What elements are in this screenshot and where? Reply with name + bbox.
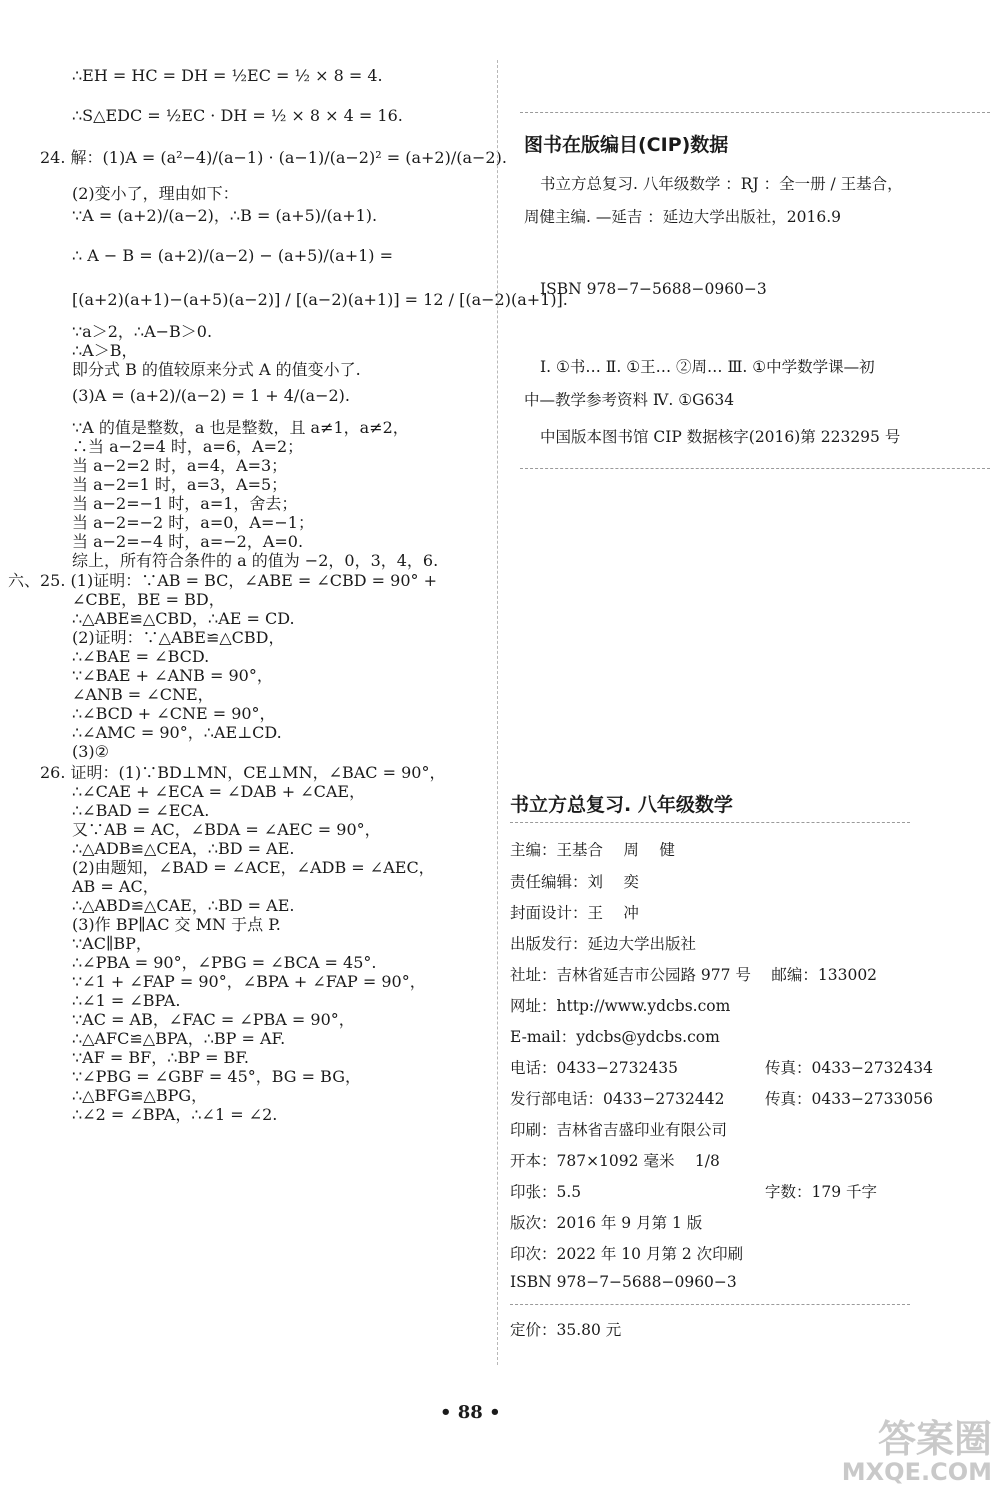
colophon-distribution-fax: 传真：0433−2733056 — [765, 1090, 933, 1108]
colophon-cover-design: 封面设计：王 冲 — [510, 904, 639, 922]
solution-line: ∠CBE，BE = BD， — [72, 590, 225, 609]
solution-line: ∴△ABD≌△CAE，∴BD = AE. — [72, 896, 295, 915]
colophon-publisher: 出版发行：延边大学出版社 — [510, 935, 697, 953]
solution-line: ∴△ADB≌△CEA，∴BD = AE. — [72, 839, 295, 858]
colophon-sheets: 印张：5.5 — [510, 1183, 582, 1201]
colophon-printing: 印次：2022 年 10 月第 2 次印刷 — [510, 1245, 744, 1263]
colophon-editors: 主编：王基合 周 健 — [510, 841, 675, 859]
colophon-isbn: ISBN 978−7−5688−0960−3 — [510, 1273, 737, 1291]
solution-line: 即分式 B 的值较原来分式 A 的值变小了. — [72, 360, 361, 379]
solution-line: 当 a−2=2 时，a=4，A=3； — [72, 456, 288, 475]
solution-line: ∵AF = BF，∴BP = BF. — [72, 1048, 250, 1067]
solution-line: ∴△AFC≌△BPA，∴BP = AF. — [72, 1029, 286, 1048]
solution-line: ∴∠BCD + ∠CNE = 90°， — [72, 704, 276, 723]
watermark-logo: 答案圈 — [877, 1417, 992, 1461]
solution-line: ∴∠CAE + ∠ECA = ∠DAB + ∠CAE， — [72, 782, 366, 801]
colophon-format: 开本：787×1092 毫米 1/8 — [510, 1152, 720, 1170]
cip-classification-1: Ⅰ. ①书… Ⅱ. ①王… ②周… Ⅲ. ①中学数学课—初 — [540, 358, 875, 376]
colophon-edition: 版次：2016 年 9 月第 1 版 — [510, 1214, 703, 1232]
solution-line: ∵∠PBG = ∠GBF = 45°，BG = BG， — [72, 1067, 362, 1086]
colophon-price-rule — [510, 1304, 910, 1305]
colophon-responsible-editor: 责任编辑：刘 奕 — [510, 873, 639, 891]
cip-top-rule — [520, 112, 990, 113]
cip-line-2: 周健主编. —延吉 ：延边大学出版社，2016.9 — [524, 208, 842, 226]
solution-line: 又∵AB = AC，∠BDA = ∠AEC = 90°， — [72, 820, 381, 839]
colophon-price: 定价：35.80 元 — [510, 1321, 622, 1339]
problem-26-line: 26. 证明：(1)∵BD⊥MN，CE⊥MN，∠BAC = 90°， — [40, 763, 446, 782]
problem-25-line: 六、25. (1)证明：∵AB = BC，∠ABE = ∠CBD = 90° + — [8, 571, 438, 590]
solution-line: 当 a−2=−1 时，a=1，舍去； — [72, 494, 298, 513]
solution-line: ∵a＞2，∴A−B＞0. — [72, 322, 213, 341]
solution-line: 综上，所有符合条件的 a 的值为 −2，0，3，4，6. — [72, 551, 439, 570]
solution-line: ∴△BFG≌△BPG， — [72, 1086, 208, 1105]
cip-classification-2: 中—教学参考资料 Ⅳ. ①G634 — [524, 391, 735, 409]
solution-line: ∵∠1 + ∠FAP = 90°，∠BPA + ∠FAP = 90°， — [72, 972, 426, 991]
colophon-website: 网址：http://www.ydcbs.com — [510, 997, 731, 1015]
solution-line: 当 a−2=−2 时，a=0，A=−1； — [72, 513, 314, 532]
solution-line: ∴A＞B， — [72, 341, 138, 360]
colophon-fax: 传真：0433−2732434 — [765, 1059, 933, 1077]
solution-line: [(a+2)(a+1)−(a+5)(a−2)] / [(a−2)(a+1)] = 12 / [(a−2)(a+1)]. — [72, 290, 568, 309]
solution-line: 当 a−2=1 时，a=3，A=5； — [72, 475, 288, 494]
solution-line: ∵∠BAE + ∠ANB = 90°， — [72, 666, 273, 685]
solution-line: (2)由题知，∠BAD = ∠ACE，∠ADB = ∠AEC， — [72, 858, 435, 877]
solution-line: ∠ANB = ∠CNE， — [72, 685, 214, 704]
solution-line: 当 a−2=−4 时，a=−2，A=0. — [72, 532, 304, 551]
colophon-rule — [510, 822, 910, 823]
solution-line: (3)② — [72, 742, 110, 761]
colophon-printer: 印刷：吉林省吉盛印业有限公司 — [510, 1121, 728, 1139]
solution-line: ∴∠BAE = ∠BCD. — [72, 647, 210, 666]
solution-line: ∴S△EDC = ½EC · DH = ½ × 8 × 4 = 16. — [72, 106, 403, 125]
colophon-distribution-phone: 发行部电话：0433−2732442 — [510, 1090, 725, 1108]
colophon-address: 社址：吉林省延吉市公园路 977 号 邮编：133002 — [510, 966, 878, 984]
solution-line: AB = AC， — [72, 877, 159, 896]
solution-line: ∴ A − B = (a+2)/(a−2) − (a+5)/(a+1) = — [72, 246, 394, 265]
cip-bottom-rule — [520, 468, 990, 469]
page-number: • 88 • — [440, 1402, 501, 1423]
solution-line: (3)作 BP∥AC 交 MN 于点 P. — [72, 915, 281, 934]
solution-line: (2)变小了，理由如下： — [72, 184, 239, 203]
problem-24-line: 24. 解：(1)A = (a²−4)/(a−1) · (a−1)/(a−2)² = (a+2)/(a−2). — [40, 148, 507, 167]
solution-line: ∴∠AMC = 90°，∴AE⊥CD. — [72, 723, 282, 742]
solution-line: ∴当 a−2=4 时，a=6，A=2； — [72, 437, 304, 456]
solution-line: ∵AC∥BP， — [72, 934, 152, 953]
solution-line: ∴∠1 = ∠BPA. — [72, 991, 181, 1010]
solution-line: (3)A = (a+2)/(a−2) = 1 + 4/(a−2). — [72, 386, 351, 405]
solution-line: ∴∠BAD = ∠ECA. — [72, 801, 210, 820]
colophon-word-count: 字数：179 千字 — [765, 1183, 878, 1201]
solution-line: (2)证明：∵△ABE≌△CBD， — [72, 628, 285, 647]
cip-title: 图书在版编目(CIP)数据 — [524, 134, 729, 156]
publication-info-column — [510, 0, 990, 1380]
colophon-email: E-mail：ydcbs@ydcbs.com — [510, 1028, 720, 1046]
colophon-title: 书立方总复习. 八年级数学 — [510, 794, 733, 816]
solution-line: ∵A = (a+2)/(a−2)，∴B = (a+5)/(a+1). — [72, 206, 378, 225]
solution-line: ∴∠2 = ∠BPA，∴∠1 = ∠2. — [72, 1105, 278, 1124]
watermark-domain: MXQE.COM — [841, 1458, 992, 1486]
cip-line-1: 书立方总复习. 八年级数学 ：RJ ：全一册 / 王基合， — [540, 175, 903, 193]
column-divider — [497, 60, 498, 1365]
solution-line: ∴△ABE≌△CBD，∴AE = CD. — [72, 609, 295, 628]
cip-isbn: ISBN 978−7−5688−0960−3 — [540, 280, 767, 298]
solution-line: ∵AC = AB，∠FAC = ∠PBA = 90°， — [72, 1010, 355, 1029]
solution-line: ∴EH = HC = DH = ½EC = ½ × 8 = 4. — [72, 66, 383, 85]
colophon-phone: 电话：0433−2732435 — [510, 1059, 678, 1077]
cip-record-number: 中国版本图书馆 CIP 数据核字(2016)第 223295 号 — [540, 428, 901, 446]
solution-line: ∴∠PBA = 90°，∠PBG = ∠BCA = 45°. — [72, 953, 377, 972]
solution-line: ∵A 的值是整数，a 也是整数，且 a≠1，a≠2， — [72, 418, 409, 437]
